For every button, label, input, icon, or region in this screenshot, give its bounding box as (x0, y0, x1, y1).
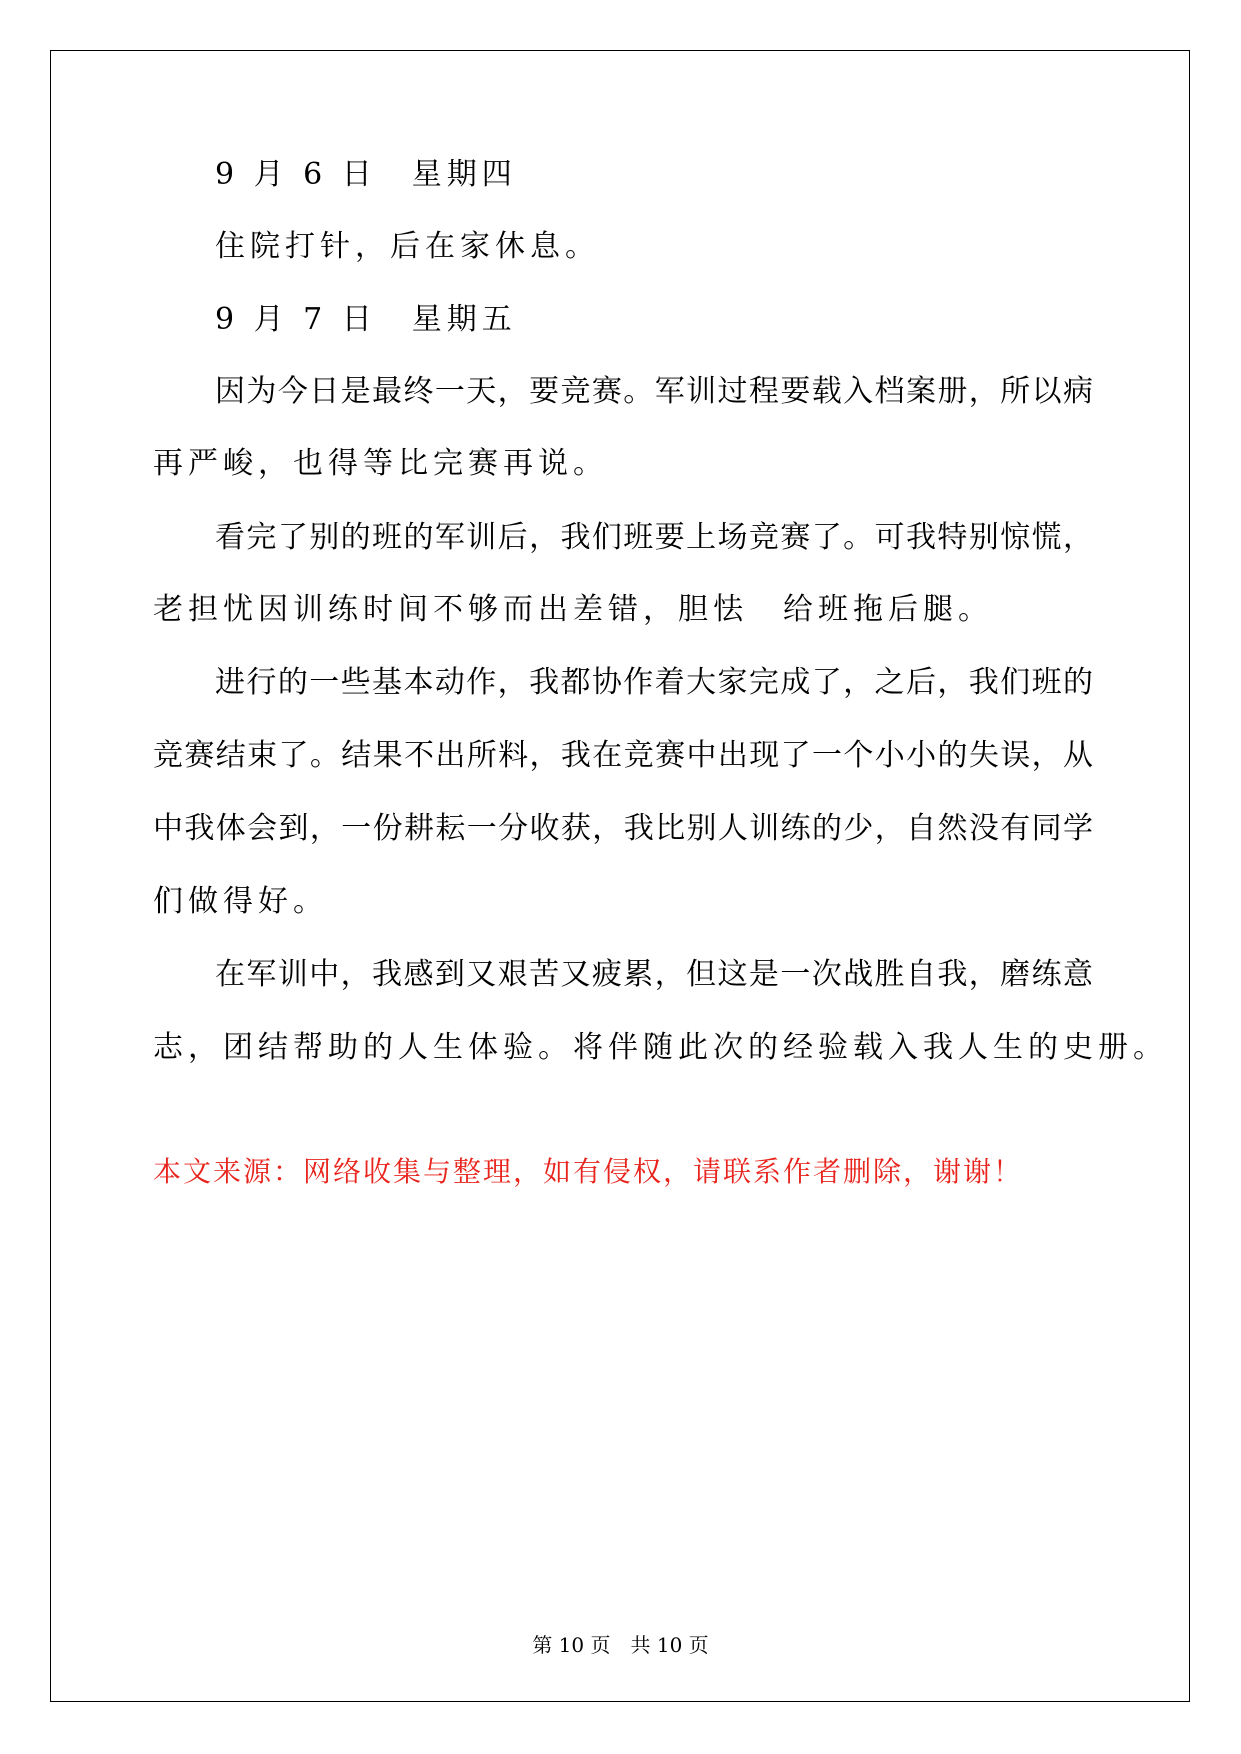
paragraph-line: 竞赛结束了。结果不出所料，我在竞赛中出现了一个小小的失误，从 (153, 738, 1093, 773)
paragraph-line: 因为今日是最终一天，要竞赛。军训过程要载入档案册，所以病 (215, 374, 1093, 409)
paragraph-line: 住院打针，后在家休息。 (215, 229, 600, 264)
paragraph-line: 们做得好。 (153, 884, 328, 919)
paragraph-line: 再严峻，也得等比完赛再说。 (153, 446, 608, 481)
page-border (50, 50, 1190, 1702)
paragraph-line: 老担忧因训练时间不够而出差错，胆怯 给班拖后腿。 (153, 592, 993, 627)
paragraph-line: 进行的一些基本动作，我都协作着大家完成了，之后，我们班的 (215, 665, 1093, 700)
paragraph-line: 中我体会到，一份耕耘一分收获，我比别人训练的少，自然没有同学 (153, 811, 1093, 846)
page-number-footer: 第 10 页 共 10 页 (532, 1633, 709, 1657)
paragraph-line: 志，团结帮助的人生体验。将伴随此次的经验载入我人生的史册。 (153, 1030, 1168, 1065)
diary-date-heading: 9 月 6 日 星期四 (215, 157, 517, 192)
paragraph-line: 看完了别的班的军训后，我们班要上场竞赛了。可我特别惊慌， (215, 520, 1093, 555)
source-note: 本文来源：网络收集与整理，如有侵权，请联系作者删除，谢谢！ (153, 1155, 1024, 1188)
paragraph-line: 在军训中，我感到又艰苦又疲累，但这是一次战胜自我，磨练意 (215, 957, 1093, 992)
diary-date-heading: 9 月 7 日 星期五 (215, 302, 517, 337)
